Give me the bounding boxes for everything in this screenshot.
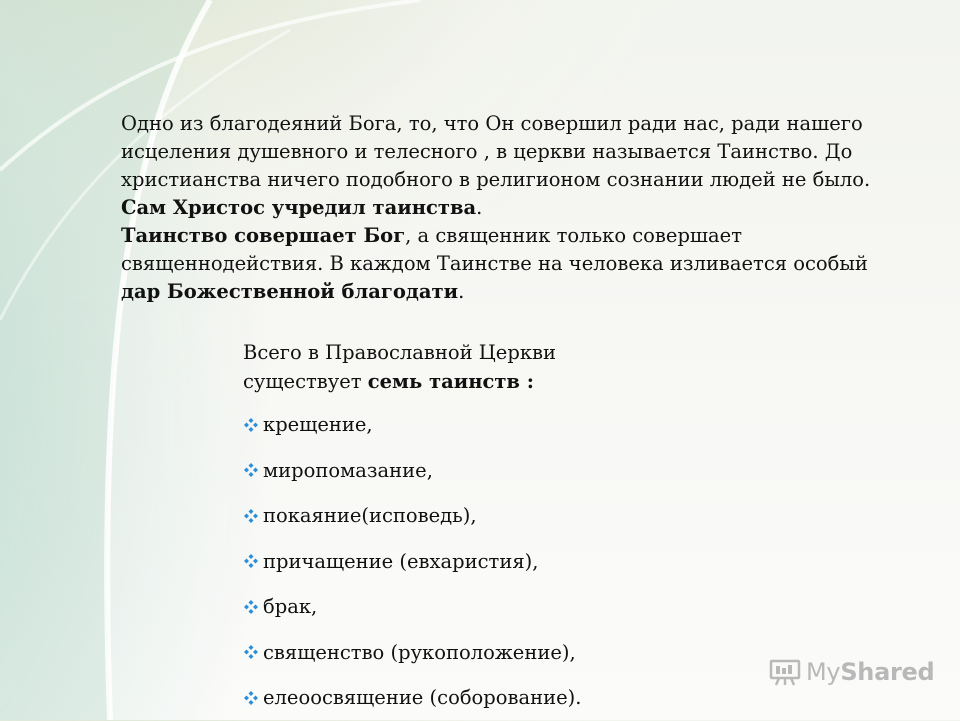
logo-text-my: My (806, 658, 841, 686)
paragraph-line: священнодействия. В каждом Таинстве на человека изливается особый (121, 252, 868, 275)
diamond-bullet-icon (243, 690, 259, 706)
list-item-label: миропомазание, (263, 458, 433, 482)
diamond-bullet-icon (243, 644, 259, 660)
list-item-label: елеоосвящение (соборование). (263, 686, 582, 710)
list-item (243, 539, 581, 585)
sacraments-intro (243, 338, 663, 396)
diamond-bullet-icon (243, 417, 259, 433)
presentation-screen-icon (768, 658, 802, 686)
bold-phrase: Сам Христос учредил таинства (121, 196, 477, 219)
paragraph-text: , а священник только совершает (405, 224, 743, 247)
list-item-label: священство (рукоположение), (263, 640, 576, 664)
list-item (243, 493, 581, 539)
punctuation: . (476, 196, 483, 219)
diamond-bullet-icon (243, 508, 259, 524)
bold-phrase: Таинство совершает Бог (121, 224, 406, 247)
list-item (243, 675, 581, 721)
list-item-label: покаяние(исповедь), (263, 504, 477, 528)
bold-phrase: дар Божественной благодати (121, 280, 459, 303)
list-item (243, 402, 581, 448)
list-item (243, 584, 581, 630)
paragraph-line (121, 194, 951, 222)
intro-line: Всего в Православной Церкви (243, 341, 556, 364)
bold-phrase: семь таинств : (367, 370, 534, 393)
list-item-label: причащение (евхаристия), (263, 549, 539, 573)
intro-text: существует (243, 370, 368, 393)
paragraph-line (121, 222, 951, 250)
list-item (243, 448, 581, 494)
paragraph-line: Одно из благодеяний Бога, то, что Он совершил ради нас, ради нашего (121, 112, 863, 135)
intro-line (243, 367, 663, 396)
sacraments-list (243, 402, 581, 721)
list-item-label: крещение, (263, 413, 373, 437)
logo-text-shared: Shared (840, 658, 935, 686)
paragraph-line: исцеления душевного и телесного , в церкви называется Таинство. До (121, 140, 853, 163)
diamond-bullet-icon (243, 599, 259, 615)
diamond-bullet-icon (243, 553, 259, 569)
punctuation: . (458, 280, 465, 303)
paragraph-line: христианства ничего подобного в религионом сознании людей не было. (121, 168, 871, 191)
list-item (243, 630, 581, 676)
paragraph-line (121, 278, 951, 306)
diamond-bullet-icon (243, 462, 259, 478)
list-item-label: брак, (263, 595, 318, 619)
main-paragraph (121, 110, 951, 306)
myshared-logo (768, 658, 934, 686)
